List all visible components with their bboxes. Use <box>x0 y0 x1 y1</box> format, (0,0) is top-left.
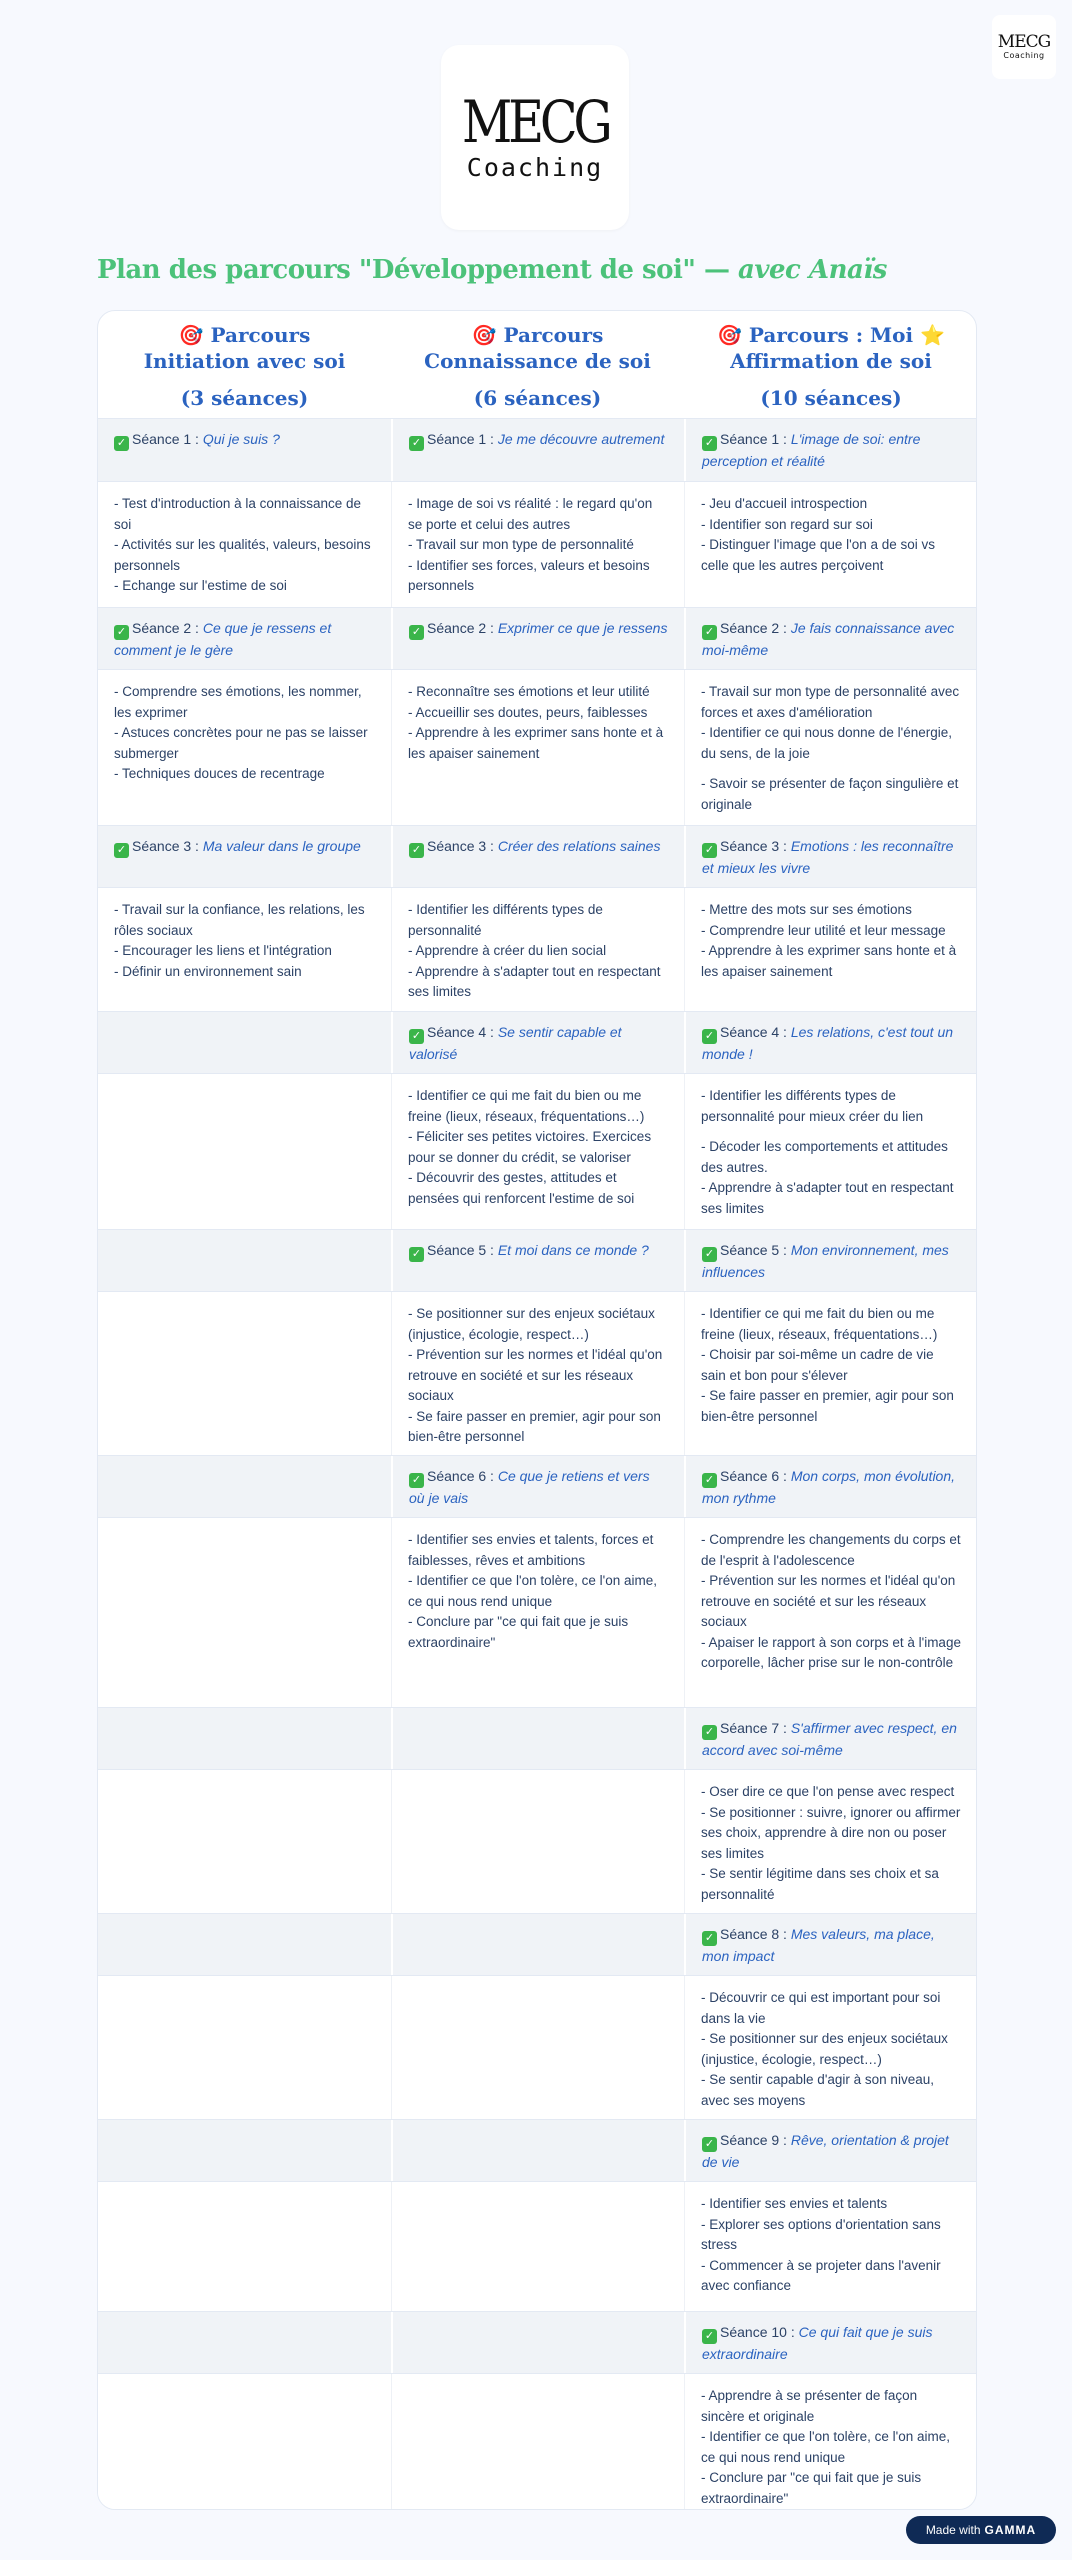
session-heading <box>702 1022 962 1064</box>
session-title: S'affirmer avec respect, en accord avec soi-même <box>702 1720 957 1758</box>
session-title: Qui je suis ? <box>202 431 280 447</box>
session-content: - Identifier ses envies et talents - Explorer ses options d'orientation sans stress - Commencer à se projeter dans l'avenir avec confiance <box>701 2196 941 2293</box>
session-row <box>98 825 977 887</box>
target-icon: 🎯 <box>178 323 204 347</box>
table-cell <box>684 1770 977 1913</box>
session-content: - Décoder les comportements et attitudes des autres. - Apprendre à s'adapter tout en respectant ses limites <box>701 1139 954 1216</box>
column-header-affirmation <box>684 311 977 419</box>
session-content: - Identifier ce qui me fait du bien ou me freine (lieux, réseaux, fréquentations…) - Choisir par soi-même un cadre de vie sain et bon pour s'élever - Se faire passer en premier, agir pour son bien-être personnel <box>701 1306 954 1424</box>
table-cell <box>98 608 391 669</box>
session-label: Séance 10 : <box>720 2324 799 2340</box>
session-content: - Image de soi vs réalité : le regard qu'on se porte et celui des autres - Travail sur mon type de personnalité - Identifier ses forces, valeurs et besoins personnels <box>408 496 653 593</box>
session-content: - Découvrir ce qui est important pour soi dans la vie - Se positionner sur des enjeux sociétaux (injustice, écologie, respect…) - Se sentir capable d'agir à son niveau, avec ses moyens <box>701 1990 948 2108</box>
table-cell <box>98 2374 391 2510</box>
session-heading <box>409 1466 668 1508</box>
session-heading <box>702 1240 962 1282</box>
session-row <box>98 418 977 481</box>
session-title: Je fais connaissance avec moi-même <box>702 620 955 658</box>
table-cell <box>391 888 684 1011</box>
session-title: Mon environnement, mes influences <box>702 1242 949 1280</box>
session-content: - Reconnaître ses émotions et leur utilité - Accueillir ses doutes, peurs, faiblesses - Apprendre à les exprimer sans honte et à les apaiser sainement <box>408 684 664 761</box>
session-title: Ce que je retiens et vers où je vais <box>409 1468 650 1506</box>
checkmark-icon: ✓ <box>702 1247 717 1262</box>
session-heading <box>702 1924 962 1966</box>
session-content: - Se positionner sur des enjeux sociétaux (injustice, écologie, respect…) - Prévention sur les normes et l'idéal qu'on retrouve en société et sur les réseaux sociaux - Se faire passer en premier, agir pour son bien-être personnel <box>408 1306 663 1444</box>
session-label: Séance 3 : <box>427 838 498 854</box>
session-heading <box>409 429 668 451</box>
checkmark-icon: ✓ <box>702 1931 717 1946</box>
column-subtitle: (3 séances) <box>180 386 309 410</box>
checkmark-icon: ✓ <box>409 1029 424 1044</box>
table-cell <box>391 2312 684 2373</box>
table-cell <box>98 1012 391 1073</box>
checkmark-icon: ✓ <box>702 436 717 451</box>
parcours-table <box>97 310 977 2510</box>
checkmark-icon: ✓ <box>409 843 424 858</box>
table-cell <box>684 670 977 825</box>
session-label: Séance 7 : <box>720 1720 791 1736</box>
session-title: Exprimer ce que je ressens <box>497 620 668 636</box>
session-heading <box>409 1240 668 1262</box>
table-cell <box>391 826 684 887</box>
corner-logo-subtext: Coaching <box>1003 51 1045 60</box>
table-cell <box>98 1770 391 1913</box>
table-cell <box>98 670 391 825</box>
session-heading <box>702 2130 962 2172</box>
table-cell <box>391 482 684 607</box>
table-cell <box>684 2182 977 2311</box>
main-logo-subtext: Coaching <box>466 153 604 182</box>
session-content: - Identifier ce qui me fait du bien ou me freine (lieux, réseaux, fréquentations…) - Féliciter ses petites victoires. Exercices pour se donner du crédit, se valoriser - Découvrir des gestes, attitudes et pensées qui renforcent l'estime de soi <box>408 1088 652 1206</box>
table-cell <box>98 419 391 481</box>
session-content: - Apprendre à se présenter de façon sincère et originale - Identifier ce que l'on tolère, ce l'on aime, ce qui nous rend unique - Conclure par "ce qui fait que je suis extraordinaire" <box>701 2388 951 2506</box>
checkmark-icon: ✓ <box>702 2329 717 2344</box>
table-cell <box>684 1914 977 1975</box>
session-content: - Comprendre ses émotions, les nommer, les exprimer - Astuces concrètes pour ne pas se laisser submerger - Techniques douces de recentrage <box>114 684 368 781</box>
table-cell <box>98 1976 391 2119</box>
session-heading <box>114 618 375 660</box>
session-label: Séance 4 : <box>427 1024 498 1040</box>
column-title: Parcours Initiation avec soi <box>143 323 346 373</box>
session-heading <box>409 1022 668 1064</box>
table-cell <box>684 826 977 887</box>
session-content: - Savoir se présenter de façon singulière et originale <box>701 776 959 812</box>
made-with-gamma-badge[interactable] <box>906 2516 1056 2544</box>
session-label: Séance 1 : <box>427 431 498 447</box>
session-row <box>98 1011 977 1073</box>
table-cell <box>391 608 684 669</box>
session-label: Séance 1 : <box>132 431 203 447</box>
main-logo <box>441 45 629 230</box>
table-cell <box>98 1230 391 1291</box>
table-cell <box>684 1230 977 1291</box>
table-cell <box>684 2312 977 2373</box>
table-cell <box>98 1518 391 1707</box>
table-cell <box>391 1914 684 1975</box>
session-row <box>98 1913 977 1975</box>
session-content: - Test d'introduction à la connaissance de soi - Activités sur les qualités, valeurs, besoins personnels - Echange sur l'estime de soi <box>114 496 371 593</box>
table-cell <box>98 1708 391 1769</box>
checkmark-icon: ✓ <box>409 1473 424 1488</box>
session-heading <box>409 618 668 640</box>
table-cell <box>98 1456 391 1517</box>
session-title: Mon corps, mon évolution, mon rythme <box>702 1468 956 1506</box>
checkmark-icon: ✓ <box>409 625 424 640</box>
checkmark-icon: ✓ <box>702 843 717 858</box>
session-content: - Oser dire ce que l'on pense avec respect - Se positionner : suivre, ignorer ou affirmer ses choix, apprendre à dire non ou poser ses limites - Se sentir légitime dans ses choix et sa personnalité <box>701 1784 961 1902</box>
session-title: L'image de soi: entre perception et réalité <box>702 431 921 469</box>
session-row <box>98 2119 977 2181</box>
session-title: Ce que je ressens et comment je le gère <box>114 620 332 658</box>
table-cell <box>98 2312 391 2373</box>
checkmark-icon: ✓ <box>702 1029 717 1044</box>
session-heading <box>409 836 668 858</box>
session-heading <box>702 1466 962 1508</box>
table-cell <box>98 826 391 887</box>
made-with-label: Made with <box>925 2523 981 2537</box>
table-cell <box>684 1708 977 1769</box>
table-cell <box>684 1456 977 1517</box>
table-cell <box>98 1074 391 1229</box>
session-label: Séance 6 : <box>720 1468 791 1484</box>
table-cell <box>391 1012 684 1073</box>
content-row <box>98 1073 977 1229</box>
table-cell <box>391 419 684 481</box>
session-content: - Comprendre les changements du corps et de l'esprit à l'adolescence - Prévention sur les normes et l'idéal qu'on retrouve en société et sur les réseaux sociaux - Apaiser le rapport à son corps et à l'image corporelle, lâcher prise sur le non-contrôle <box>701 1532 961 1670</box>
table-cell <box>391 1230 684 1291</box>
session-label: Séance 2 : <box>720 620 791 636</box>
checkmark-icon: ✓ <box>114 625 129 640</box>
session-content: - Jeu d'accueil introspection - Identifier son regard sur soi - Distinguer l'image que l'on a de soi vs celle que les autres perçoivent <box>701 496 936 573</box>
session-label: Séance 5 : <box>427 1242 498 1258</box>
session-label: Séance 5 : <box>720 1242 791 1258</box>
main-logo-text: MECG <box>461 88 609 156</box>
column-subtitle: (6 séances) <box>473 386 602 410</box>
table-cell <box>684 1518 977 1707</box>
session-title: Ma valeur dans le groupe <box>202 838 361 854</box>
table-cell <box>684 482 977 607</box>
table-cell <box>684 1074 977 1229</box>
session-row <box>98 1455 977 1517</box>
checkmark-icon: ✓ <box>409 1247 424 1262</box>
table-cell <box>684 2374 977 2510</box>
table-cell <box>391 2374 684 2510</box>
session-heading <box>114 429 375 451</box>
table-cell <box>391 1292 684 1455</box>
session-row <box>98 1707 977 1769</box>
session-row <box>98 607 977 669</box>
column-subtitle: (10 séances) <box>760 386 902 410</box>
page-title-accent: avec Anaïs <box>738 255 887 285</box>
session-label: Séance 6 : <box>427 1468 498 1484</box>
session-heading <box>702 429 962 471</box>
table-cell <box>684 2120 977 2181</box>
content-row <box>98 1517 977 1707</box>
column-title: Parcours Connaissance de soi <box>424 323 651 373</box>
content-row <box>98 1769 977 1913</box>
checkmark-icon: ✓ <box>702 625 717 640</box>
column-header-initiation <box>98 311 391 419</box>
session-label: Séance 2 : <box>132 620 203 636</box>
target-icon: 🎯 <box>471 323 497 347</box>
table-cell <box>391 1770 684 1913</box>
session-content: - Identifier les différents types de personnalité pour mieux créer du lien <box>701 1088 924 1124</box>
table-cell <box>391 1976 684 2119</box>
content-row <box>98 2373 977 2510</box>
session-label: Séance 3 : <box>720 838 791 854</box>
session-label: Séance 4 : <box>720 1024 791 1040</box>
table-cell <box>391 2120 684 2181</box>
session-label: Séance 2 : <box>427 620 498 636</box>
session-content: - Travail sur la confiance, les relations, les rôles sociaux - Encourager les liens et l'intégration - Définir un environnement sain <box>114 902 365 979</box>
checkmark-icon: ✓ <box>114 843 129 858</box>
corner-logo <box>992 15 1056 79</box>
table-cell <box>391 670 684 825</box>
table-cell <box>98 1292 391 1455</box>
table-cell <box>684 888 977 1011</box>
session-label: Séance 8 : <box>720 1926 791 1942</box>
session-heading <box>702 2322 962 2364</box>
page-title <box>97 255 977 285</box>
session-title: Mes valeurs, ma place, mon impact <box>702 1926 935 1964</box>
session-title: Se sentir capable et valorisé <box>409 1024 622 1062</box>
table-cell <box>684 1292 977 1455</box>
checkmark-icon: ✓ <box>702 1725 717 1740</box>
content-row <box>98 1975 977 2119</box>
session-label: Séance 3 : <box>132 838 203 854</box>
checkmark-icon: ✓ <box>409 436 424 451</box>
content-row <box>98 2181 977 2311</box>
content-row <box>98 1291 977 1455</box>
session-title: Je me découvre autrement <box>497 431 665 447</box>
session-content: - Mettre des mots sur ses émotions - Comprendre leur utilité et leur message - Apprendre à les exprimer sans honte et à les apaiser sainement <box>701 902 957 979</box>
checkmark-icon: ✓ <box>702 1473 717 1488</box>
session-heading <box>702 618 962 660</box>
session-title: Emotions : les reconnaître et mieux les vivre <box>702 838 954 876</box>
page-title-main: Plan des parcours "Développement de soi" — <box>97 255 739 285</box>
session-label: Séance 9 : <box>720 2132 791 2148</box>
session-content: - Travail sur mon type de personnalité avec forces et axes d'amélioration - Identifier ce qui nous donne de l'énergie, du sens, de la joie <box>701 684 960 761</box>
session-title: Rêve, orientation & projet de vie <box>702 2132 949 2170</box>
table-cell <box>684 1976 977 2119</box>
session-title: Les relations, c'est tout un monde ! <box>702 1024 954 1062</box>
table-cell <box>391 1456 684 1517</box>
table-cell <box>98 888 391 1011</box>
table-cell <box>684 608 977 669</box>
gamma-logo: GAMMA <box>984 2523 1037 2537</box>
content-row <box>98 481 977 607</box>
table-cell <box>98 2120 391 2181</box>
table-cell <box>684 419 977 481</box>
session-row <box>98 1229 977 1291</box>
session-heading <box>114 836 375 858</box>
session-title: Et moi dans ce monde ? <box>497 1242 649 1258</box>
corner-logo-text: MECG <box>997 32 1051 52</box>
table-cell <box>391 1518 684 1707</box>
checkmark-icon: ✓ <box>702 2137 717 2152</box>
target-icon: 🎯 <box>717 323 742 347</box>
content-row <box>98 669 977 825</box>
session-heading <box>702 836 962 878</box>
column-title: Parcours : Moi ⭐ Affirmation de soi <box>730 323 945 373</box>
session-title: Créer des relations saines <box>497 838 661 854</box>
session-title: Ce qui fait que je suis extraordinaire <box>702 2324 933 2362</box>
table-cell <box>391 1074 684 1229</box>
table-cell <box>684 1012 977 1073</box>
session-content: - Identifier les différents types de personnalité - Apprendre à créer du lien social - Apprendre à s'adapter tout en respectant ses limites <box>408 902 661 999</box>
column-header-connaissance <box>391 311 684 419</box>
table-cell <box>391 2182 684 2311</box>
table-cell <box>98 2182 391 2311</box>
session-content: - Identifier ses envies et talents, forces et faiblesses, rêves et ambitions - Identifier ce que l'on tolère, ce l'on aime, ce qui nous rend unique - Conclure par "ce qui fait que je suis extraordinaire" <box>408 1532 658 1650</box>
session-row <box>98 2311 977 2373</box>
checkmark-icon: ✓ <box>114 436 129 451</box>
content-row <box>98 887 977 1011</box>
table-cell <box>391 1708 684 1769</box>
table-cell <box>98 482 391 607</box>
session-heading <box>702 1718 962 1760</box>
table-cell <box>98 1914 391 1975</box>
session-label: Séance 1 : <box>720 431 791 447</box>
